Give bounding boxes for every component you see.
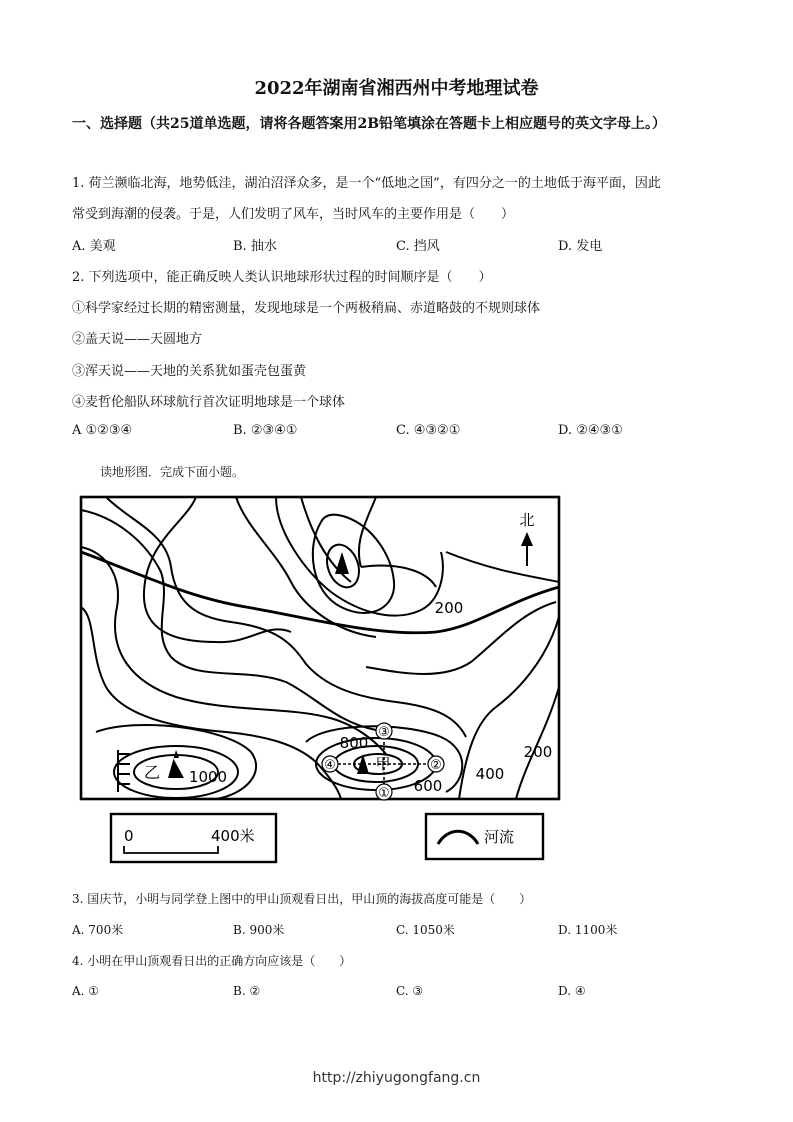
- question-4-option-d: D. ④: [558, 984, 586, 998]
- footer-url[interactable]: http://zhiyugongfang.cn: [312, 1070, 481, 1086]
- label-yi: 乙: [143, 763, 161, 782]
- marker-4: ④: [324, 758, 336, 773]
- question-4-stem: 4. 小明在甲山顶观看日出的正确方向应该是（ ）: [72, 954, 352, 968]
- topographic-map: [76, 492, 564, 870]
- question-1-line-2: 常受到海潮的侵袭。于是，人们发明了风车，当时风车的主要作用是（ ）: [72, 207, 515, 222]
- scale-zero: 0: [124, 827, 134, 845]
- contour-label-200-right: 200: [523, 743, 553, 761]
- marker-1: ①: [378, 786, 390, 801]
- contour-label-200-top: 200: [434, 599, 464, 617]
- north-label: 北: [519, 511, 535, 529]
- question-3-stem: 3. 国庆节，小明与同学登上图中的甲山顶观看日出，甲山顶的海拔高度可能是（ ）: [72, 892, 532, 906]
- section-heading: 一、选择题（共25道单选题，请将各题答案用2B铅笔填涂在答题卡上相应题号的英文字母上。）: [72, 116, 667, 132]
- question-2-option-b: B. ②③④①: [233, 423, 298, 438]
- question-2-line-2: ①科学家经过长期的精密测量，发现地球是一个两极稍扁、赤道略鼓的不规则球体: [72, 301, 541, 316]
- question-3-option-d: D. 1100米: [558, 923, 618, 937]
- question-3-option-a: A. 700米: [72, 923, 124, 937]
- river-legend-icon: [438, 831, 478, 844]
- contour-label-800: 800: [339, 734, 369, 752]
- question-4-option-c: C. ③: [396, 984, 424, 998]
- marker-3: ③: [378, 725, 390, 740]
- north-arrow-icon: [521, 532, 533, 546]
- legend-river-label: 河流: [484, 828, 515, 846]
- page-title: 2022年湖南省湘西州中考地理试卷: [254, 78, 539, 99]
- question-3-option-c: C. 1050米: [396, 923, 455, 937]
- question-2-option-a: A ①②③④: [72, 423, 133, 438]
- question-4-option-a: A. ①: [72, 984, 100, 998]
- scale-distance: 400米: [211, 827, 255, 845]
- question-4-option-b: B. ②: [233, 984, 261, 998]
- marker-2: ②: [430, 758, 442, 773]
- contour-label-600: 600: [413, 777, 443, 795]
- contour-label-400: 400: [475, 765, 505, 783]
- question-2-line-5: ④麦哲伦船队环球航行首次证明地球是一个球体: [72, 395, 346, 410]
- question-2-line-1: 2. 下列选项中，能正确反映人类认识地球形状过程的时间顺序是（ ）: [72, 270, 492, 285]
- question-2-line-3: ②盖天说——天圆地方: [72, 332, 203, 347]
- label-jia: 甲: [375, 755, 391, 773]
- question-3-option-b: B. 900米: [233, 923, 285, 937]
- map-intro: 读地形图．完成下面小题。: [100, 465, 245, 479]
- question-2-option-c: C. ④③②①: [396, 423, 461, 438]
- question-1-line-1: 1. 荷兰濒临北海，地势低洼，湖泊沼泽众多，是一个“低地之国”，有四分之一的土地低于海平面，因此: [72, 176, 661, 191]
- question-1-option-b: B. 抽水: [233, 239, 277, 254]
- question-2-option-d: D. ②④③①: [558, 423, 623, 438]
- upper-peak-symbol: [335, 552, 349, 574]
- contour-label-1000: 1000: [188, 768, 228, 786]
- question-1-option-a: A. 美观: [72, 239, 116, 254]
- question-1-option-d: D. 发电: [558, 239, 603, 254]
- question-1-option-c: C. 挡风: [396, 239, 440, 254]
- question-2-line-4: ③浑天说——天地的关系犹如蛋壳包蛋黄: [72, 364, 307, 379]
